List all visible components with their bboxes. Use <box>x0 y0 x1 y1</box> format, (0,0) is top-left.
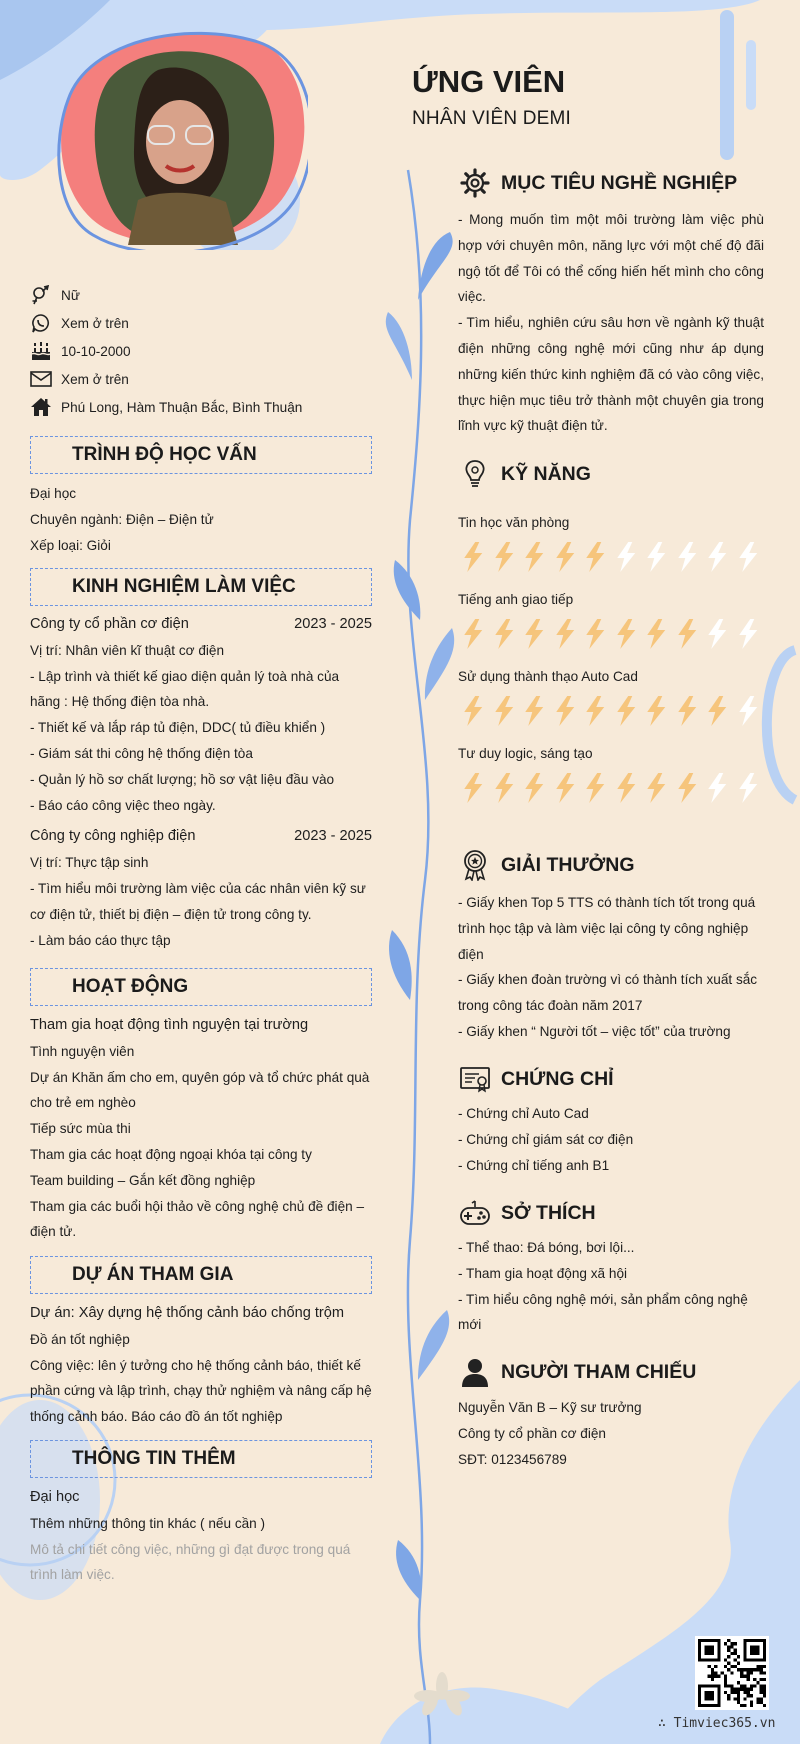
bolt-filled-icon <box>550 617 581 651</box>
bolt-filled-icon <box>519 540 550 574</box>
person-icon <box>458 1355 492 1389</box>
activity-line: Tham gia các hoạt động ngoại khóa tại công ty <box>30 1146 312 1162</box>
reference-line: Công ty cổ phần cơ điện <box>458 1425 606 1441</box>
objective-section <box>458 207 764 439</box>
job-line: - Giám sát thi công hệ thống điện tòa <box>30 745 253 761</box>
bolt-filled-icon <box>550 540 581 574</box>
skill-rating <box>458 694 763 728</box>
bolt-filled-icon <box>611 771 642 805</box>
bolt-filled-icon <box>489 771 520 805</box>
skill-rating <box>458 771 763 805</box>
bolt-filled-icon <box>458 771 489 805</box>
contact-gender-text: Nữ <box>61 287 80 303</box>
projects-section <box>30 1301 372 1430</box>
bolt-filled-icon <box>580 617 611 651</box>
bolt-empty-icon <box>733 694 764 728</box>
contact-email-text: Xem ở trên <box>61 371 129 387</box>
contact-birthday-text: 10-10-2000 <box>61 343 131 359</box>
activity-line: Tiếp sức mùa thi <box>30 1121 131 1137</box>
education-line: Chuyên ngành: Điện – Điện tử <box>30 511 214 527</box>
bolt-filled-icon <box>580 540 611 574</box>
job-line: Vị trí: Nhân viên kĩ thuật cơ điện <box>30 642 225 658</box>
skill-label: Tư duy logic, sáng tạo <box>458 746 593 761</box>
reference-line: SĐT: 0123456789 <box>458 1451 567 1467</box>
activity-line: Tình nguyện viên <box>30 1043 135 1059</box>
gear-icon <box>458 166 492 200</box>
job-line: - Quản lý hồ sơ chất lượng; hồ sơ vật liệu đầu vào <box>30 771 335 787</box>
activity-line: Dự án Khăn ấm cho em, quyên góp và tổ chức phát quà cho trẻ em nghèo <box>30 1069 370 1111</box>
education-line: Đại học <box>30 486 77 501</box>
extra-heading: THÔNG TIN THÊM <box>30 1440 372 1478</box>
job-header <box>30 612 372 638</box>
skill-label: Tin học văn phòng <box>458 515 570 530</box>
project-line: Công việc: lên ý tưởng cho hệ thống cảnh báo, thiết kế phần cứng và lập trình, chạy thử nghiệm và nâng cấp hệ thống cảnh báo. Báo cáo đồ án tốt nghiệp <box>30 1357 372 1425</box>
certificate-icon <box>458 1062 492 1096</box>
bolt-empty-icon <box>733 771 764 805</box>
activities-heading: HOẠT ĐỘNG <box>30 968 372 1006</box>
references-title: NGƯỜI THAM CHIẾU <box>501 1360 697 1383</box>
job-header <box>30 824 372 850</box>
award-line: - Giấy khen Top 5 TTS có thành tích tốt trong quá trình học tập và làm việc lại công ty công nghiệp điện <box>458 895 756 962</box>
experience-section <box>30 612 372 953</box>
contact-phone-text: Xem ở trên <box>61 315 129 331</box>
job-company: Công ty cổ phần cơ điện <box>30 616 189 632</box>
bolt-filled-icon <box>702 694 733 728</box>
bolt-filled-icon <box>641 617 672 651</box>
extra-line: Thêm những thông tin khác ( nếu cần ) <box>30 1515 266 1531</box>
bolt-filled-icon <box>458 617 489 651</box>
bolt-filled-icon <box>672 694 703 728</box>
experience-heading: KINH NGHIỆM LÀM VIỆC <box>30 568 372 606</box>
bolt-filled-icon <box>641 771 672 805</box>
awards-section <box>458 890 764 1045</box>
job-line: - Thiết kế và lắp ráp tủ điện, DDC( tủ điều khiển ) <box>30 720 326 736</box>
objective-title: MỤC TIÊU NGHỀ NGHIỆP <box>501 171 738 194</box>
certificates-title: CHỨNG CHỈ <box>501 1067 614 1090</box>
qr-code-icon <box>695 1636 769 1710</box>
education-heading: TRÌNH ĐỘ HỌC VẤN <box>30 436 372 474</box>
gender-icon <box>30 284 52 306</box>
bolt-filled-icon <box>672 771 703 805</box>
lightbulb-icon <box>458 457 492 491</box>
bolt-filled-icon <box>519 771 550 805</box>
projects-lead: Dự án: Xây dựng hệ thống cảnh báo chống trộm <box>30 1305 345 1321</box>
candidate-role: NHÂN VIÊN DEMI <box>412 108 572 129</box>
hobby-line: - Tìm hiểu công nghệ mới, sản phẩm công nghệ mới <box>458 1291 748 1333</box>
awards-title: GIẢI THƯỞNG <box>501 853 635 876</box>
job-period: 2023 - 2025 <box>294 828 372 845</box>
extra-line: Đại học <box>30 1489 80 1505</box>
extra-section <box>30 1485 372 1588</box>
contact-email <box>30 368 129 390</box>
contact-address <box>30 396 302 418</box>
activities-lead: Tham gia hoạt động tình nguyện tại trường <box>30 1017 309 1033</box>
hobbies-title: SỞ THÍCH <box>501 1201 596 1224</box>
bolt-filled-icon <box>580 771 611 805</box>
job-line: - Lập trình và thiết kế giao diện quản lý toà nhà của hãng : Hệ thống điện tòa nhà. <box>30 668 340 710</box>
brand-watermark: ∴ Timviec365.vn <box>658 1716 776 1731</box>
skill-label: Tiếng anh giao tiếp <box>458 592 574 607</box>
gamepad-icon <box>458 1196 492 1230</box>
education-section <box>30 481 372 558</box>
bolt-empty-icon <box>702 540 733 574</box>
bolt-filled-icon <box>489 617 520 651</box>
job-line: - Tìm hiểu môi trường làm việc của các nhân viên kỹ sư cơ điện tử, thiết bị điện – điện tử trong công ty. <box>30 880 366 922</box>
bolt-filled-icon <box>489 694 520 728</box>
bolt-filled-icon <box>519 617 550 651</box>
bolt-filled-icon <box>458 694 489 728</box>
objective-paragraph: - Tìm hiểu, nghiên cứu sâu hơn về ngành kỹ thuật điện những công nghệ mới cũng như áp dụng những kiến thức kinh nghiệm đã có vào công việc, thực hiện mục tiêu trở thành một chuyên gia trong lĩnh vực kỹ thuật điện tử. <box>458 315 764 434</box>
education-line: Xếp loại: Giỏi <box>30 537 111 553</box>
hobby-line: - Thể thao: Đá bóng, bơi lội... <box>458 1240 635 1255</box>
bolt-filled-icon <box>550 771 581 805</box>
bolt-empty-icon <box>733 540 764 574</box>
extra-hint: Mô tả chi tiết công việc, những gì đạt được trong quá trình làm việc. <box>30 1541 351 1583</box>
bolt-filled-icon <box>611 617 642 651</box>
job-period: 2023 - 2025 <box>294 616 372 632</box>
bolt-filled-icon <box>489 540 520 574</box>
contact-gender <box>30 284 80 306</box>
bolt-filled-icon <box>611 694 642 728</box>
activity-line: Tham gia các buổi hội thảo về công nghệ chủ đề điện – điện tử. <box>30 1198 365 1240</box>
reference-line: Nguyễn Văn B – Kỹ sư trưởng <box>458 1400 642 1415</box>
job-line: Vị trí: Thực tập sinh <box>30 855 149 871</box>
bolt-empty-icon <box>733 617 764 651</box>
home-icon <box>30 396 52 418</box>
objective-paragraph: - Mong muốn tìm một môi trường làm việc phù hợp với chuyên môn, năng lực với một chế độ đãi ngộ tốt để Tôi có thể cống hiến hết mình cho công việc. <box>458 212 764 305</box>
bolt-empty-icon <box>611 540 642 574</box>
bolt-filled-icon <box>458 540 489 574</box>
envelope-icon <box>30 368 52 390</box>
bolt-filled-icon <box>519 694 550 728</box>
award-line: - Giấy khen “ Người tốt – việc tốt” của trường <box>458 1023 731 1039</box>
skill-rating <box>458 617 763 651</box>
bolt-empty-icon <box>672 540 703 574</box>
bolt-filled-icon <box>580 694 611 728</box>
contact-address-text: Phú Long, Hàm Thuận Bắc, Bình Thuận <box>61 399 303 415</box>
certificate-line: - Chứng chỉ tiếng anh B1 <box>458 1157 610 1173</box>
whatsapp-icon <box>30 312 52 334</box>
bolt-filled-icon <box>550 694 581 728</box>
skill-rating <box>458 540 763 574</box>
bolt-empty-icon <box>702 771 733 805</box>
skills-title: KỸ NĂNG <box>501 462 591 485</box>
birthday-cake-icon <box>30 340 52 362</box>
activities-section <box>30 1013 372 1245</box>
profile-photo <box>78 40 308 242</box>
activity-line: Team building – Gắn kết đồng nghiệp <box>30 1172 256 1188</box>
certificate-line: - Chứng chỉ giám sát cơ điện <box>458 1131 634 1147</box>
projects-heading: DỰ ÁN THAM GIA <box>30 1256 372 1294</box>
job-line: - Làm báo cáo thực tập <box>30 932 171 948</box>
skill-label: Sử dụng thành thạo Auto Cad <box>458 669 638 684</box>
candidate-name: ỨNG VIÊN <box>412 64 566 99</box>
bolt-filled-icon <box>641 694 672 728</box>
certificates-section <box>458 1101 764 1178</box>
award-icon <box>458 848 492 882</box>
bolt-empty-icon <box>702 617 733 651</box>
hobbies-section <box>458 1235 764 1338</box>
contact-phone <box>30 312 129 334</box>
award-line: - Giấy khen đoàn trường vì có thành tích xuất sắc trong công tác đoàn năm 2017 <box>458 972 758 1014</box>
job-company: Công ty công nghiệp điện <box>30 828 196 845</box>
job-line: - Báo cáo công việc theo ngày. <box>30 797 216 813</box>
references-section <box>458 1395 764 1472</box>
bolt-filled-icon <box>672 617 703 651</box>
bolt-empty-icon <box>641 540 672 574</box>
project-line: Đồ án tốt nghiệp <box>30 1331 130 1347</box>
hobby-line: - Tham gia hoạt động xã hội <box>458 1265 628 1281</box>
contact-birthday <box>30 340 131 362</box>
certificate-line: - Chứng chỉ Auto Cad <box>458 1106 589 1121</box>
